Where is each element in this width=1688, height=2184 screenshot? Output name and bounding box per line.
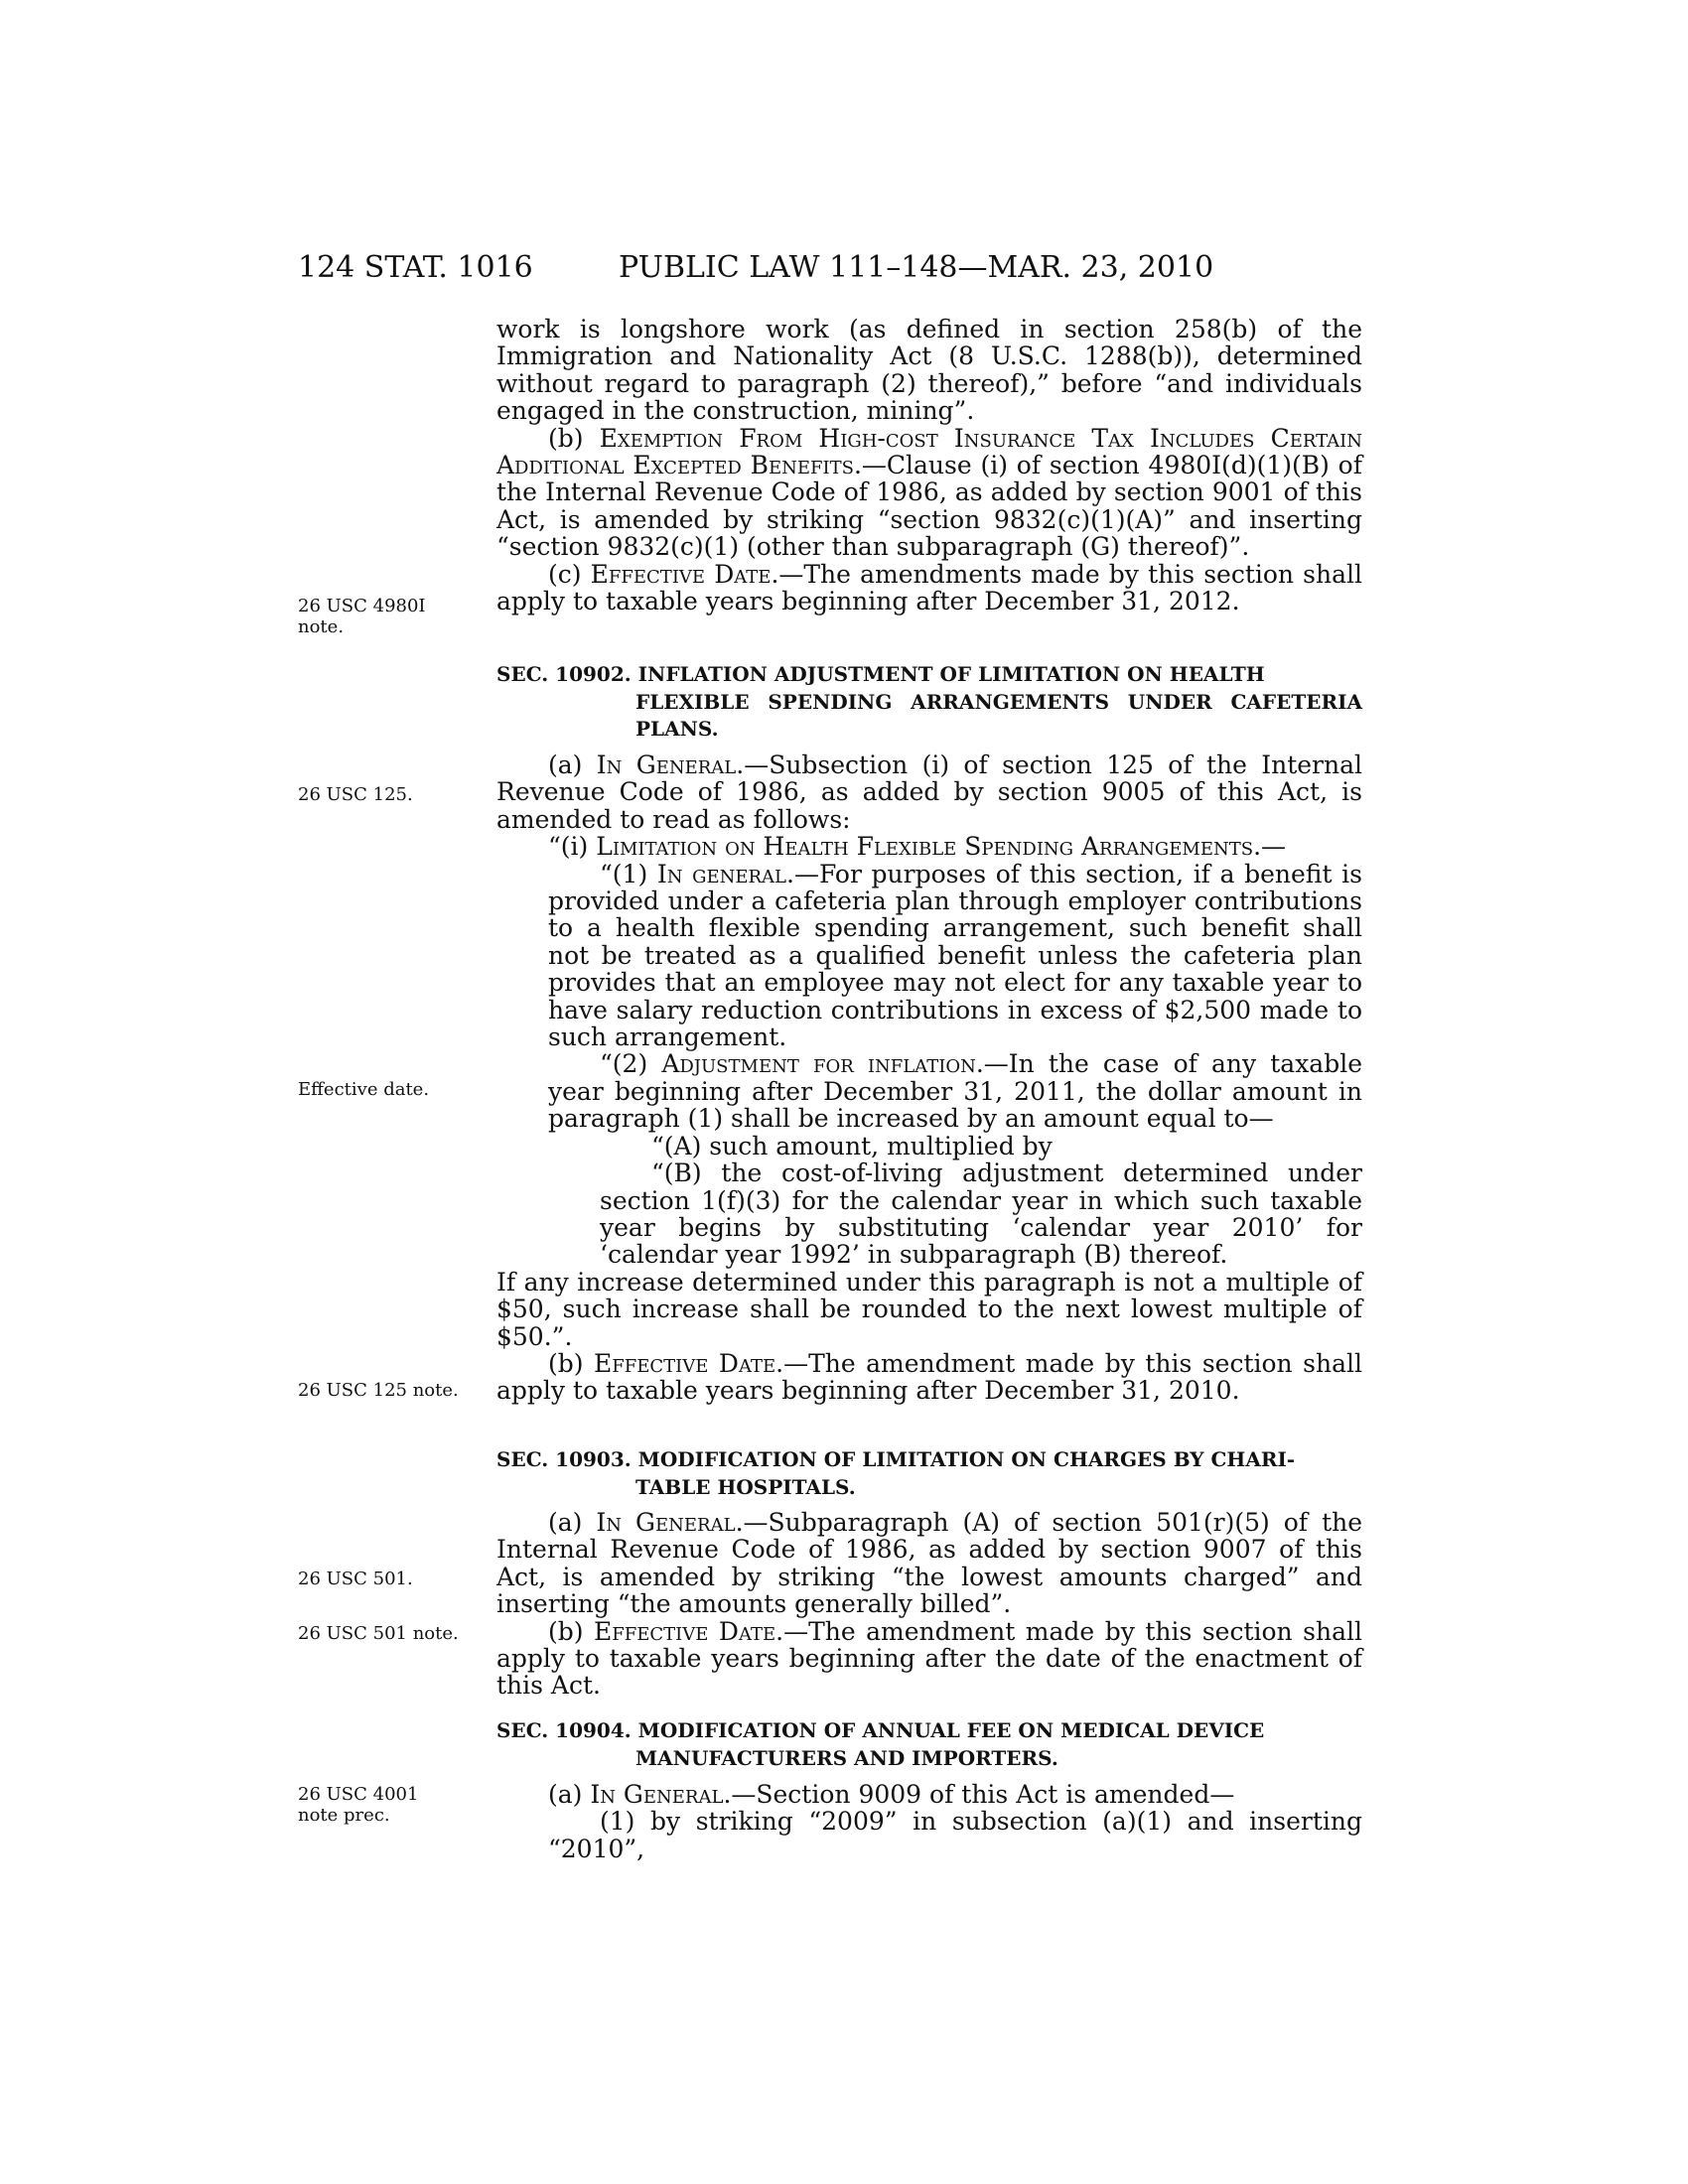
subsection-b-exemption: (b) Exemption From High-cost Insurance Tax Includes Certain Additional Excepted Benefits.—Clause (i) of section 4980I(d)(1)(B) of the Internal Revenue Code of 1986, as added by section 9001 of this Act, is amended by striking “section 9832(c)(1)(A)” and inserting “section 9832(c)(1) (other than subparagraph (G) thereof)”. [496, 423, 1362, 562]
law-reference: PUBLIC LAW 111–148—MAR. 23, 2010 [619, 250, 1214, 285]
subsection-b-effective-date: (b) Effective Date.—The amendment made by this section shall apply to taxable years beginning after December 31, 2010. [496, 1348, 1362, 1406]
page-header [298, 250, 1291, 290]
subsection-c-effective-date: (c) Effective Date.—The amendments made by this section shall apply to taxable years beginning after December 31, 2012. [496, 559, 1363, 616]
page-reference: 124 STAT. 1016 [298, 250, 533, 285]
subsection-a-in-general: (a) In General.—Section 9009 of this Act is amended— [548, 1780, 1235, 1809]
margin-note-501: 26 USC 501. [298, 1569, 413, 1589]
paragraph-2-adjustment: “(2) Adjustment for inflation.—In the case of any taxable year beginning after December 31, 2011, the dollar amount in paragraph (1) shall be increased by an amount equal to— [548, 1049, 1362, 1134]
paragraph-1-striking: (1) by striking “2009” in subsection (a)(1) and inserting “2010”, [548, 1807, 1362, 1863]
section-heading-10904: SEC. 10904. MODIFICATION OF ANNUAL FEE ON MEDICAL DEVICE MANUFACTURERS AND IMPORTERS. [496, 1718, 1265, 1770]
subparagraph-a: “(A) such amount, multiplied by [651, 1131, 1053, 1160]
margin-note-501-note: 26 USC 501 note. [298, 1623, 459, 1644]
rounding-flush-text: If any increase determined under this paragraph is not a multiple of $50, such increase shall be rounded to the next lowest multiple of $50.”. [496, 1267, 1362, 1351]
section-heading-10903: SEC. 10903. MODIFICATION OF LIMITATION ON CHARGES BY CHARI- TABLE HOSPITALS. [496, 1447, 1296, 1499]
margin-note-125: 26 USC 125. [298, 784, 413, 805]
subparagraph-b: “(B) the cost-of-living adjustment determined under section 1(f)(3) for the calendar year in which such taxable year begins by substituting ‘calendar year 2010’ for ‘calendar year 1992’ in subparagraph (B) thereof. [600, 1159, 1362, 1270]
subsection-a-in-general: (a) In General.—Subsection (i) of section 125 of the Internal Revenue Code of 1986, as added by section 9005 of this Act, is amended to read as follows: [496, 751, 1363, 834]
subsection-b-effective-date: (b) Effective Date.—The amendment made by this section shall apply to taxable years beginning after the date of the enactment of this Act. [496, 1616, 1362, 1701]
section-10903-body [496, 1509, 1362, 1700]
margin-note-4001: 26 USC 4001 note prec. [298, 1784, 419, 1826]
section-10902-body [496, 751, 1362, 1405]
margin-note-effective-date: Effective date. [298, 1079, 430, 1100]
margin-note-125-note: 26 USC 125 note. [298, 1380, 459, 1401]
section-heading-10902: SEC. 10902. INFLATION ADJUSTMENT OF LIMITATION ON HEALTH FLEXIBLE SPENDING ARRANGEMENTS UNDER CAFETERIA PLANS. [496, 662, 1362, 741]
paragraph-1-in-general: “(1) In general.—For purposes of this section, if a benefit is provided under a cafeteria plan through employer contributions to a health flexible spending arrangement, such benefit shall not be treated as a qualified benefit unless the cafeteria plan provides that an employee may not elect for any taxable year to have salary reduction contributions in excess of $2,500 made to such arrangement. [548, 859, 1362, 1052]
section-10904-body [496, 1781, 1362, 1862]
subsection-a-in-general: (a) In General.—Subparagraph (A) of section 501(r)(5) of the Internal Revenue Code of 1986, as added by section 9007 of this Act, is amended by striking “the lowest amounts charged” and inserting “the amounts generally billed”. [496, 1508, 1363, 1619]
continued-paragraph: work is longshore work (as defined in section 258(b) of the Immigration and Nationality Act (8 U.S.C. 1288(b)), determined without regard to paragraph (2) thereof),” before “and individuals engaged in the construction, mining”. [496, 315, 1362, 426]
continuation-block [496, 316, 1362, 614]
margin-note-4980i: 26 USC 4980I note. [298, 596, 426, 637]
subsection-i-limitation: “(i) Limitation on Health Flexible Spending Arrangements.— [548, 832, 1287, 862]
